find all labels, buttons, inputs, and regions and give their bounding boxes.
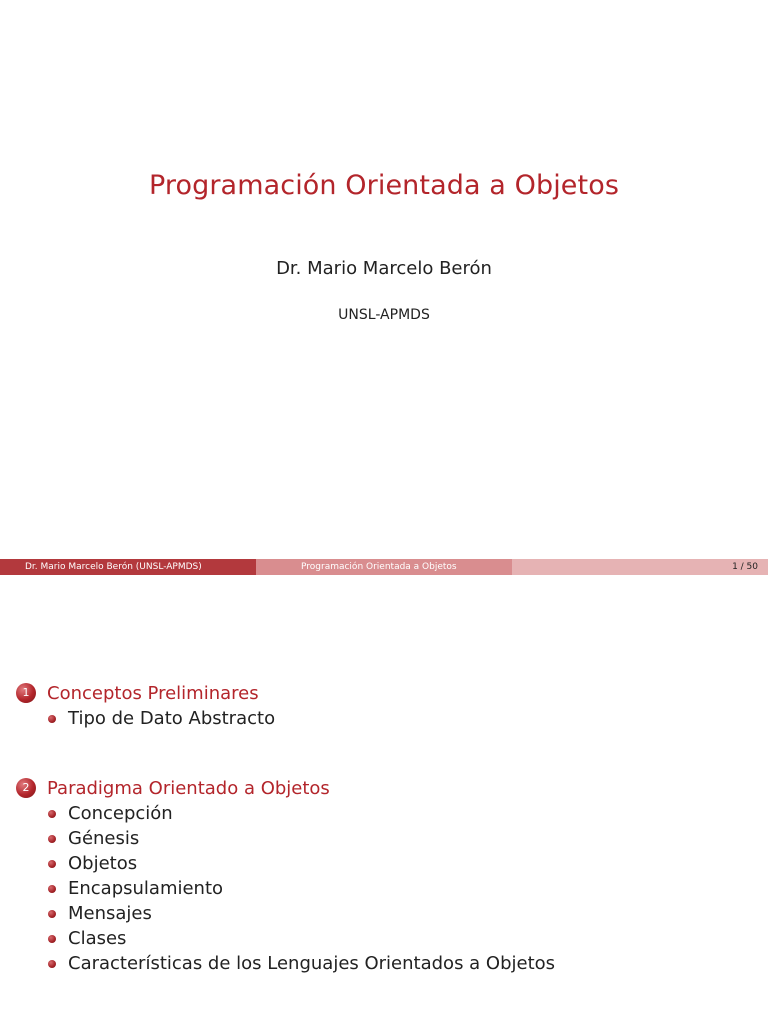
subsection-label: Mensajes	[68, 903, 152, 924]
outline-slide	[0, 576, 768, 1024]
subsection-label: Clases	[68, 928, 127, 949]
toc-section	[16, 775, 756, 976]
subsection-item[interactable]	[48, 901, 756, 926]
footer-author: Dr. Mario Marcelo Berón (UNSL-APMDS)	[0, 559, 256, 575]
toc-section	[16, 680, 756, 731]
subsection-item[interactable]	[48, 926, 756, 951]
subsection-list	[16, 706, 756, 731]
author-name: Dr. Mario Marcelo Berón	[276, 258, 492, 279]
subsection-label: Tipo de Dato Abstracto	[68, 708, 276, 729]
bullet-icon	[48, 935, 56, 943]
subsection-label: Génesis	[68, 828, 140, 849]
subsection-item[interactable]	[48, 801, 756, 826]
bullet-icon	[48, 835, 56, 843]
bullet-icon	[48, 910, 56, 918]
slide-footer	[0, 559, 768, 575]
presentation-title: Programación Orientada a Objetos	[148, 170, 619, 201]
section-title: Conceptos Preliminares	[47, 682, 259, 704]
bullet-icon	[48, 960, 56, 968]
subsection-item[interactable]	[48, 851, 756, 876]
subsection-item[interactable]	[48, 951, 756, 976]
subsection-list	[16, 801, 756, 976]
table-of-contents	[16, 680, 756, 1020]
toc-section-header[interactable]	[16, 775, 756, 801]
bullet-icon	[48, 715, 56, 723]
institute-name: UNSL-APMDS	[338, 307, 430, 323]
subsection-label: Concepción	[68, 803, 173, 824]
toc-section-header[interactable]	[16, 680, 756, 706]
bullet-icon	[48, 810, 56, 818]
subsection-label: Características de los Lenguajes Orientados a Objetos	[68, 953, 556, 974]
bullet-icon	[48, 860, 56, 868]
subsection-item[interactable]	[48, 706, 756, 731]
subsection-item[interactable]	[48, 876, 756, 901]
subsection-item[interactable]	[48, 826, 756, 851]
bullet-icon	[48, 885, 56, 893]
subsection-label: Encapsulamiento	[68, 878, 224, 899]
section-title: Paradigma Orientado a Objetos	[47, 777, 330, 799]
footer-title: Programación Orientada a Objetos	[256, 559, 512, 575]
footer-page-number: 1 / 50	[512, 559, 768, 575]
section-number-ball-icon: 1	[16, 683, 36, 703]
subsection-label: Objetos	[68, 853, 138, 874]
section-number-ball-icon: 2	[16, 778, 36, 798]
